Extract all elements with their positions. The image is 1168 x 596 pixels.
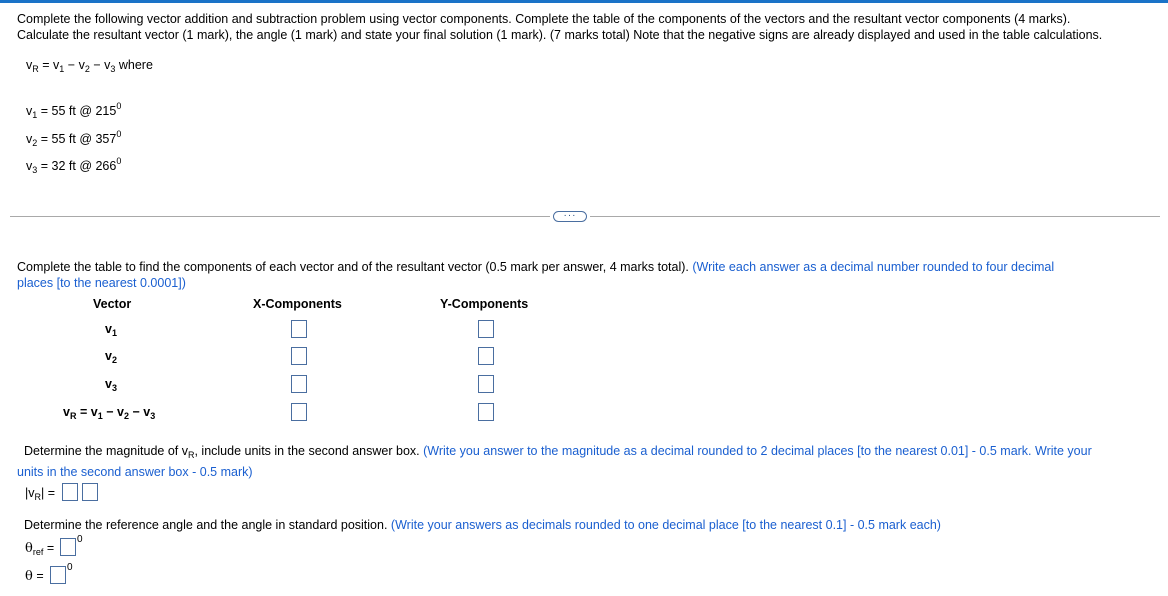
header-x-components: X-Components xyxy=(253,297,342,311)
resultant-x-input[interactable] xyxy=(291,403,307,421)
v1-y-input[interactable] xyxy=(478,320,494,338)
v1-x-input[interactable] xyxy=(291,320,307,338)
theta-ref-label: $\theta_{ref}$ = xyxy=(25,541,55,557)
magnitude-value-input[interactable] xyxy=(62,483,78,501)
resultant-y-input[interactable] xyxy=(478,403,494,421)
section-divider-right xyxy=(590,216,1160,217)
standard-angle-input[interactable] xyxy=(50,566,66,584)
more-button[interactable]: ··· xyxy=(553,211,587,222)
row-label-resultant: $v_R = v_1 - v_2 - v_3$ xyxy=(63,405,156,421)
section-divider-left xyxy=(10,216,550,217)
where-label: where xyxy=(118,58,153,72)
row-label-v2: $v_2$ xyxy=(105,349,117,365)
v2-x-input[interactable] xyxy=(291,347,307,365)
vector-v2-given: $v_2 = 55$ ft @ $357^0$ xyxy=(26,129,122,148)
vector-v3-given: $v_3 = 32$ ft @ $266^0$ xyxy=(26,156,122,175)
magnitude-label: $|v_R|$ = xyxy=(25,486,56,502)
vector-v1-given: $v_1 = 55$ ft @ $215^0$ xyxy=(26,101,122,120)
magnitude-units-input[interactable] xyxy=(82,483,98,501)
magnitude-hint-line2: units in the second answer box - 0.5 mark) xyxy=(17,465,253,479)
problem-text-line2: Calculate the resultant vector (1 mark), the angle (1 mark) and state your final solution (1 mark). (7 marks total) Note that the negative signs are already displayed and used in the table calculations. xyxy=(17,28,1103,42)
v3-y-input[interactable] xyxy=(478,375,494,393)
table-instruction: Complete the table to find the components of each vector and of the resultant vector (0.5 mark per answer, 4 marks total). (Write each answer as a decimal number rounded to four decimal xyxy=(17,260,1055,274)
problem-text-line1: Complete the following vector addition and subtraction problem using vector components. Complete the table of the components of the vectors and the resultant vector components (4 marks). xyxy=(17,12,1071,26)
angle-instruction: Determine the reference angle and the angle in standard position. (Write your answers as decimals rounded to one decimal place [to the nearest 0.1] - 0.5 mark each) xyxy=(24,518,941,532)
table-hint-line2: places [to the nearest 0.0001]) xyxy=(17,276,186,290)
v2-y-input[interactable] xyxy=(478,347,494,365)
magnitude-instruction: Determine the magnitude of $v_R$, include units in the second answer box. (Write you answer to the magnitude as a decimal rounded to 2 decimal places [to the nearest 0.01] - 0.5 mark. Write your xyxy=(24,444,1092,460)
top-accent-bar xyxy=(0,0,1168,3)
row-label-v1: $v_1$ xyxy=(105,322,117,338)
header-vector: Vector xyxy=(93,297,132,311)
v3-x-input[interactable] xyxy=(291,375,307,393)
theta-degree: 0 xyxy=(67,562,73,573)
theta-ref-degree: 0 xyxy=(77,534,83,545)
resultant-equation: $v_R = v_1 - v_2 - v_3$ where xyxy=(26,58,153,74)
reference-angle-input[interactable] xyxy=(60,538,76,556)
theta-label: θ = xyxy=(25,569,44,584)
row-label-v3: $v_3$ xyxy=(105,377,117,393)
header-y-components: Y-Components xyxy=(440,297,529,311)
